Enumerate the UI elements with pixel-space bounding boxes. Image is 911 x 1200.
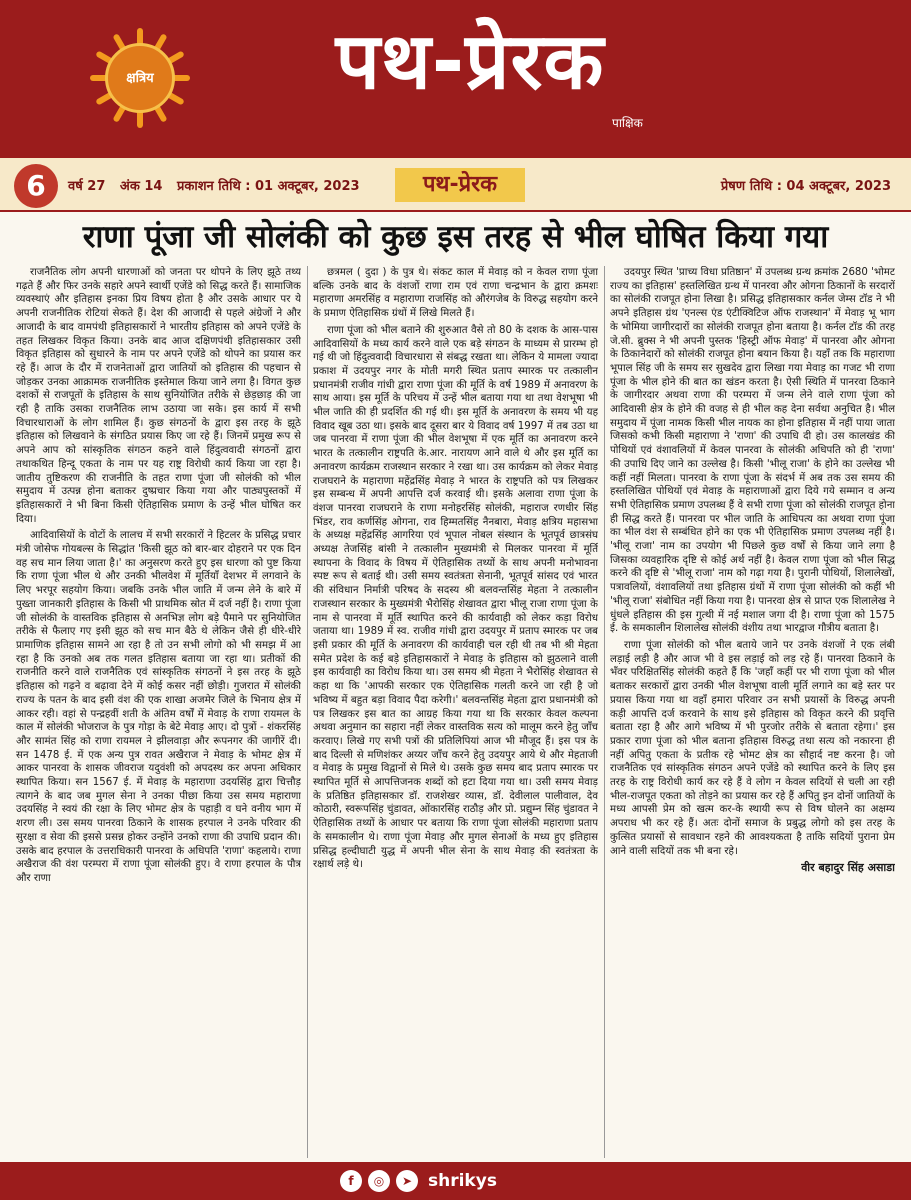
issue-year: वर्ष 27 [68, 179, 106, 194]
newspaper-frequency: पाक्षिक [612, 116, 643, 130]
issue-meta [68, 176, 370, 194]
article-body [16, 266, 895, 1158]
article-column-1 [16, 266, 301, 1158]
paragraph: छत्रमल ( दुदा ) के पुत्र थे। संकट काल में मेवाड़ को न केवल राणा पूंजा बल्कि उनके बाद के वंशजों राणा राम एवं राणा चन्द्रभान के द्वारा क्रमशः महाराणा अमरसिंह व महाराणा राजसिंह को औरंगजेब के विरुद्ध सहयोग करने के प्रमाण ऐतिहासिक ग्रंथों में लिखे मिलते हैं। [313, 267, 598, 320]
facebook-icon[interactable]: f [340, 1170, 362, 1192]
paragraph: राणा पूंजा सोलंकी को भील बताये जाने पर उनके वंशजों ने एक लंबी लड़ाई लड़ी है और आज भी वे इस लड़ाई को लड़ रहे हैं। पानरवा ठिकाने के भँवर परिक्षितसिंह सोलंकी कहते हैं कि 'जहाँ कहीं पर भी राणा पूंजा को भील बताकर सरकारों द्वारा उनकी भील वेशभूषा वाली मूर्ति लगाने का बड़े स्तर पर प्रयास किया गया था वहाँ हमारा परिवार उन सभी प्रयासों के विरुद्ध अपनी कड़ी आपत्ति दर्ज करवाने के साथ इसे इतिहास को विकृत करने की प्रवृत्ति बताता रहा है और आगे भविष्य में भी पुरजोर तरीके से बताता रहेगा।' इस प्रकार राणा पूंजा को भील बताना इतिहास विरुद्ध तथा सत्य को नकारना ही नहीं अपितु एकता के प्रतीक रहे भोमट क्षेत्र का सौहार्द नष्ट करना है। जो राजनैतिक एवं सांस्कृतिक संगठन अपने एजेंडे को स्थापित करने के लिए इस तरह के राष्ट्र विरोधी कार्य कर रहे हैं वे लोग न केवल सदियों से चली आ रही भील-राजपूत एकता को तोड़ने का प्रयास कर रहे हैं अपितु इन दोनों जातियों के मध्य आपसी प्रेम को खत्म कर-के स्थायी रूप से विष घोलने का अक्षम्य अपराध भी कर रहे हैं। अतः दोनों समाज के प्रबुद्ध लोगो को इस तरह के कुत्सित प्रयासों से सावधान रहने की आवश्यकता है ताकि सदियों पुराना प्रेम आने वाली सदियों तक भी बना रहे। [610, 639, 895, 857]
paragraph: उदयपुर स्थित 'प्राच्य विधा प्रतिष्ठान' में उपलब्ध ग्रन्थ क्रमांक 2680 'भोमट राज्य का इतिहास' हस्तलिखित ग्रन्थ में पानरवा और ओगना ठिकानों के सरदारों का सोलंकी राजपूत होना लिखा है। प्रसिद्ध इतिहासकार कर्नल जेम्स टॉड ने भी अपने इतिहास ग्रंथ 'एनल्स एंड एंटीक्विटिज ऑफ राजस्थान' में मेवाड़ भू भाग के भोमिया जागीरदारों का सोलंकी राजपूत होना बताया है। कर्नल टॉड की तरह जे.सी. ब्रुक्स ने भी अपनी पुस्तक 'हिस्ट्री ऑफ मेवाड़' में पानरवा और ओगना के ठिकानेदारों को सोलंकी राजपूत होना बयान किया है। यहाँ तक कि महाराणा भूपाल सिंह जी के समय सर सुखदेव द्वारा लिखा गया मेवाड़ का गजट भी राणा पूंजा के भील होने की बात का खंडन करता है। ऐसी स्थिति में पानरवा ठिकाने के जागीरदार अथवा राणा की परम्परा में जन्म लेने वाले राणा पूंजा को आदिवासी क्षेत्र के होने की वजह से ही भील कह देना सर्वथा अनुचित है। भील समुदाय में पूंजा नामक किसी भील नायक का होना इतिहास में नहीं पाया जाता जिसको कभी किसी महाराणा ने 'राणा' की उपाधि दी हो। उस कालखंड की पोथियों एवं वंशावलियों में केवल पानरवा के सोलंकी अधिपति को ही 'राणा' की उपाधि दिए जाने का उल्लेख है। किसी 'भीलू राजा' के होने का उल्लेख भी कहीं नहीं मिलता। पानरवा के राणा पूंजा के संदर्भ में अब तक उस समय की हस्तलिखित पोथियों एवं मेवाड़ के महाराणाओं द्वारा दिये गये सम्मान व अन्य सभी ऐतिहासिक प्रमाण उपलब्ध हैं वे सभी राणा पूंजा को सोलंकी राजपूत होना ही सिद्ध करते हैं। पानरवा पर भील जाति के आधिपत्य का अथवा राणा पूंजा का भील वंश से सम्बंधित होने का एक भी ऐतिहासिक प्रमाण उपलब्ध नहीं है। 'भीलू राजा' नाम का उपयोग भी पिछले कुछ वर्षों से किया जाने लगा है जिसका व्यवहारिक दृष्टि से कोई अर्थ नहीं है। केवल राणा पूंजा को भील सिद्ध करने की दृष्टि से 'भीलू राजा' नाम को गढ़ा गया है। पुरानी पोथियों, शिलालेखों, पत्रावलियों, वंशावलियों तथा इतिहास ग्रंथों में राणा पूंजा सोलंकी को कहीं भी 'भीलू राजा' संबोधित नहीं किया गया है। पानरवा क्षेत्र से प्राप्त एक शिलालेख ने धुंधले इतिहास की इस गुत्थी में नई मशाल जगा दी है। राणा पूंजा को 1575 ई. के समकालीन शिलालेख सोलंकी वंशीय तथा भारद्वाज गौत्रीय बताता है। [610, 267, 895, 635]
issue-info-bar [0, 158, 911, 212]
masthead [0, 0, 911, 158]
page-number-badge: 6 [14, 164, 58, 208]
article-author: वीर बहादुर सिंह असाडा [801, 861, 895, 875]
article-column-3 [610, 266, 895, 1158]
paragraph: आदिवासियों के वोटों के लालच में सभी सरकारों ने हिटलर के प्रसिद्ध प्रचार मंत्री जोसेफ गोयबल्स के सिद्धांत 'किसी झूठ को बार-बार दोहराने पर एक दिन वह सच मान लिया जाता है।' का अनुसरण करते हुए इस धारणा को पुष्ट किया कि राणा पूंजा भील थे और उनकी भीलवेश में मूर्तियाँ देशभर में लगवाने के लिए भरपूर सहयोग किया। जबकि उनके भील जाति में जन्म लेने के बारे में पुख्ता जानकारी इतिहास के किसी भी प्राथमिक स्रोत में दर्ज नहीं है। राणा पूंजा जी सोलंकी के वास्तविक इतिहास से अनभिज्ञ लोग बड़े पैमाने पर सुनियोजित तरीके से फैलाए गए इसी झूठ को सच मान बैठे थे लेकिन जैसे ही धीरे-धीरे प्रामाणिक इतिहास सामने आ रहा है तो उन सभी लोगो को भी समझ में आ रहा है कि उनको अब तक गलत इतिहास बताया जा रहा था। प्रतीकों की राजनीति करने वाले राजनैतिक एवं सांस्कृतिक संगठनों ने इस तरह के झूठे इतिहास को गढ़ने व बढ़ावा देने में कोई कसर नहीं छोड़ी। गुजरात में सोलंकी राज्य के पतन के बाद इसी वंश की एक शाखा अजमेर जिले के भिनाय क्षेत्र में आकर रही। वहां से पन्द्रहवीं शती के अंतिम वर्षों में मेवाड़ के राणा रायमल के काल में सोलंकी भोजराज के पुत्र गोड़ा के बेटे मेवाड़ आए। दो पुत्रों - शंकरसिंह और सामंत सिंह को राणा रायमल ने झीलवाड़ा और रूपनगर की जागीरें दी। सन 1478 ई. में एक अन्य पुत्र रावत अखैराज ने मेवाड़ के भोमट क्षेत्र में आकर पानरवा के शासक जीवराज यदुवंशी को अपदस्थ कर अपना अधिकार स्थापित किया। सन 1567 ई. में मेवाड़ के महाराणा उदयसिंह द्वारा चित्तौड़ त्यागने के बाद जब मुगल सेना ने उनका पीछा किया उस समय महाराणा उदयसिंह ने स्वयं की रक्षा के लिए भोमट क्षेत्र के पहाड़ी व घने वनीय भाग में शरण ली। उस समय पानरवा ठिकाने के शासक हरपाल ने उनके परिवार की सुरक्षा व सेवा की इससे प्रसन्न होकर उन्होंने उनको राणा की उपाधि प्रदान की। उसके बाद हरपाल के उत्तराधिकारी पानरवा के अधिपति 'राणा' कहलाये। राणा अखैराज की वंश परम्परा में राणा पूंजा सोलंकी हुए। वे राणा हरपाल के पौत्र और राणा [16, 530, 301, 884]
publication-date: प्रकाशन तिथि : 01 अक्टूबर, 2023 [176, 179, 360, 194]
logo-text: क्षत्रिय [126, 71, 154, 86]
social-handle[interactable]: shrikys [428, 1171, 497, 1191]
strip-brand: पथ-प्रेरक [395, 168, 525, 202]
kshatriya-logo [90, 28, 190, 128]
column-divider [604, 266, 605, 1158]
paragraph: राजनैतिक लोग अपनी धारणाओं को जनता पर थोपने के लिए झूठे तथ्य गढ़ते हैं और फिर उनके सहारे अपने स्वार्थी एजेंडे को सिद्ध करते हैं। सामाजिक व्यवस्थाएं और इतिहास इनका प्रिय विषय होता है और उसके आधार पर ये अपनी राजनीतिक रोटियां सेकते हैं। देश की आजादी से पहले अंग्रेजों ने और आजादी के बाद वामपंथी इतिहासकारों ने भारतीय इतिहास को अपने एजेंडे के तहत लिखकर विकृत किया। उनके बाद आज दक्षिणपंथी इतिहासकार उसी विकृत इतिहास को सुधारने के नाम पर अपने एजेंडे को थोपने का प्रयास कर रहे हैं। आज के दौर में राजनेताओं द्वारा जातियों को इतिहास की पहचान से जोड़कर उनका आक्रामक राजनीतिक इस्तेमाल किया जाने लगा है। विगत कुछ दशकों से राजपूतों के इतिहास के साथ सुनियोजित तरीके से छेड़छाड़ की जा रही है ताकि उसका राजनैतिक लाभ उठाया जा सके। इस कार्य में सभी विचारधाराओं के लोग शामिल हैं। कुछ संगठनों के द्वारा इस तरह के झूठे इतिहास को लिखवाने के संगठित प्रयास किए जा रहे हैं। जिनमें प्रमुख रूप से अपने आप को सांस्कृतिक संगठन कहने वाले हिंदुत्ववादी संगठनों द्वारा तथाकथित हिन्दू एकता के नाम पर यह राष्ट्र विरोधी कार्य किया जा रहा है। जातीय तुष्टिकरण की राजनीति के तहत राणा पूंजा जी सोलंकी को भील समुदाय में उत्पन्न होना बताकर दुष्प्रचार किया गया और पाठ्यपुस्तकों में इतिहासकारों ने भी बिना किसी ऐतिहासिक प्रमाण के उन्हें भील घोषित कर दिया। [16, 267, 301, 525]
instagram-icon[interactable]: ◎ [368, 1170, 390, 1192]
telegram-icon[interactable]: ➤ [396, 1170, 418, 1192]
newspaper-title: पथ-प्रेरक [335, 17, 605, 107]
article-column-2 [313, 266, 598, 1158]
article-headline: राणा पूंजा जी सोलंकी को कुछ इस तरह से भील घोषित किया गया [82, 219, 829, 255]
column-divider [307, 266, 308, 1158]
social-links [340, 1170, 497, 1192]
paragraph: राणा पूंजा को भील बताने की शुरुआत वैसे तो 80 के दशक के आस-पास आदिवासियों के मध्य कार्य करने वाले एक बड़े संगठन के माध्यम से प्रारम्भ हो गई थी जो हिंदुत्ववादी विचारधारा से संबद्ध रखता था। लेकिन ये मामला ज्यादा प्रकाश में उदयपुर नगर के मोती मगरी स्थित प्रताप स्मारक पर तत्कालीन प्रधानमंत्री राजीव गांधी द्वारा राणा पूंजा की मूर्ति के वर्ष 1989 में अनावरण के साथ आया। इस मूर्ति के परिचय में उन्हें भील बताया गया था तथा वेशभूषा भी भील जाति की ही प्रदर्शित की गई थी। इस मूर्ति के अनावरण के समय भी यह विवाद खूब उठा था। इसके बाद दूसरा बार ये विवाद वर्ष 1997 में तब उठा था जब पानरवा में राणा पूंजा की भील वेशभूषा में एक मूर्ति का अनावरण करने भारत के तत्कालीन राष्ट्रपति के.आर. नारायण आने वाले थे और इस मूर्ति का अनावरण कार्यक्रम राजस्थान सरकार ने रखा था। उस कार्यक्रम को लेकर मेवाड़ राजघराने के महाराणा महेंद्रसिंह मेवाड़ ने भारत के राष्ट्रपति को पत्र लिखकर इस सम्बन्ध में अपनी आपत्ति दर्ज करवाई थी। इसके अलावा राणा पूंजा के वंशज पानरवा राजघराने के राणा मनोहरसिंह सोलंकी, महाराज रणधीर सिंह भिंडर, राव कर्णसिंह ओगना, राव हिम्मतसिंह नैनबारा, मेवाड़ क्षत्रिय महासभा के अध्यक्ष महेंद्रसिंह आगरिया एवं भूपाल नोबल संस्थान के भूतपूर्व छात्रसंघ अध्यक्ष तेजसिंह बांसी ने तत्कालीन मुख्यमंत्री से मिलकर पानरवा में मूर्ति स्थापना के विवाद के विषय में ऐतिहासिक तथ्यों के साथ अपनी मनोभावना स्पष्ट रूप से बताई थी। उसी समय स्वतंत्रता सेनानी, भूतपूर्व सांसद एवं भारत की संविधान निर्मात्री परिषद के सदस्य श्री बलवन्तसिंह मेहता ने तत्कालीन राजस्थान सरकार के मुख्यमंत्री भैरोसिंह शेखावत द्वारा भीलू राजा राणा पूंजा के नाम से पानरवा में मूर्ति स्थापित करने की कार्यवाही को लेकर कड़ा विरोध जताया था। 1989 में स्व. राजीव गांधी द्वारा उदयपुर में प्रताप स्मारक पर जब इसी प्रकार की मूर्ति के अनावरण की कार्यवाही चल रही थी तब भी श्री मेहता समेत प्रदेश के कई बड़े इतिहासकारों ने मेवाड़ के इतिहास को झुठलाने वाली इस कार्यवाही का विरोध किया था। उस समय श्री मेहता ने भैरोसिंह शेखावत से कहा था कि 'आपकी सरकार एक ऐतिहासिक गलती करने जा रही है जो भविष्य में बहुत बड़ा विवाद पैदा करेगी।' बलवन्तसिंह मेहता द्वारा प्रधानमंत्री को पत्र लिखकर इस बात का आग्रह किया गया था कि सरकार केवल कल्पना अथवा अनुमान का सहारा नहीं लेकर वास्तविक सत्य को मालूम करने हेतु जाँच करवाए। लिखे गए सभी पत्रों की प्रतिलिपियां आज भी मौजूद हैं। इस पत्र के बाद दिल्ली से मणिशंकर अय्यर जाँच करने हेतु उदयपुर आये थे और मेहताजी व मेवाड़ के प्रमुख विद्वानों से मिले थे। उसके कुछ समय बाद प्रताप स्मारक पर स्थापित मूर्ति से आपत्तिजनक शब्दों को हटा दिया गया था। उसी समय मेवाड़ के प्रतिष्ठित इतिहासकार डॉ. राजशेखर व्यास, डॉ. देवीलाल पालीवाल, देव कोठारी, स्वरूपसिंह चुंडावत, ओंकारसिंह राठौड़ और प्रो. प्रद्युम्न सिंह चुंडावत ने ऐतिहासिक तथ्यों के आधार पर बताया कि राणा पूंजा सोलंकी महाराणा प्रताप के समकालीन थे। राणा पूंजा मेवाड़ और मुगल सेनाओं के मध्य हुए इतिहास प्रसिद्ध हल्दीघाटी युद्ध में अपनी भील सेना के साथ मेवाड़ की स्वतंत्रता के रक्षार्थ लड़े थे। [313, 324, 598, 871]
footer-bar [0, 1162, 911, 1200]
issue-number: अंक 14 [119, 179, 163, 194]
dispatch-date: प्रेषण तिथि : 04 अक्टूबर, 2023 [720, 179, 891, 194]
